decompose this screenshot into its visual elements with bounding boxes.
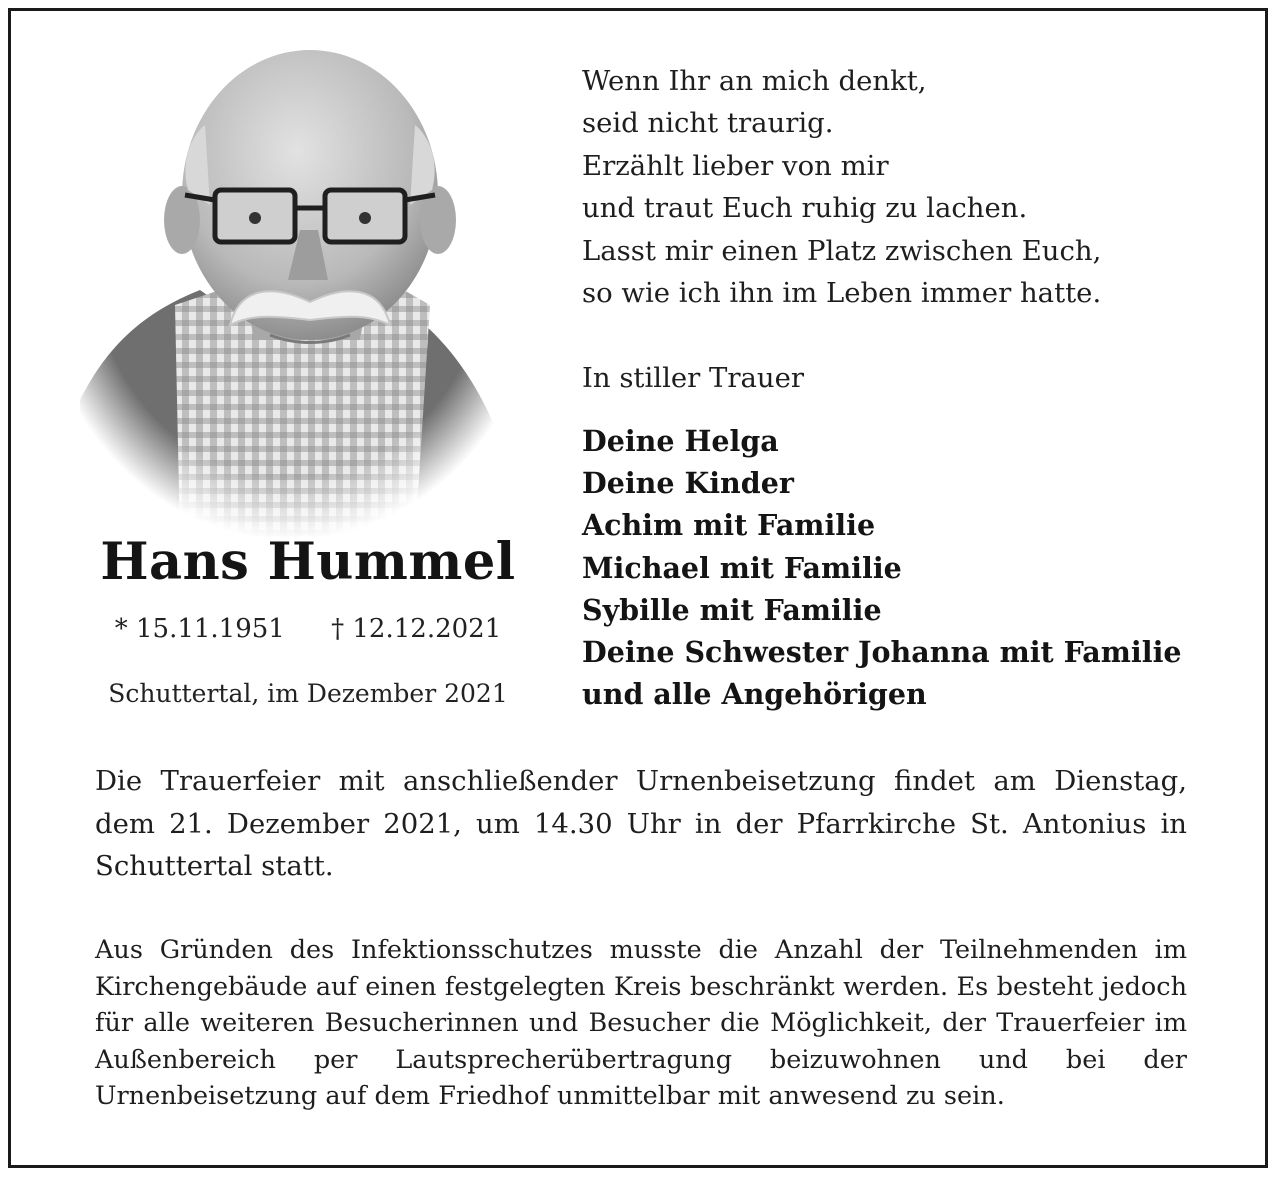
death-date: † 12.12.2021: [331, 614, 502, 644]
poem-line: seid nicht traurig.: [582, 107, 834, 140]
life-dates: [60, 614, 556, 644]
ceremony-paragraph: Die Trauerfeier mit anschließender Urnenbeisetzung findet am Dienstag, dem 21. Dezember 2021, um 14.30 Uhr in der Pfarrkirche St. Antonius in Schuttertal statt.: [95, 765, 1187, 882]
poem-line: Erzählt lieber von mir: [582, 149, 889, 182]
poem-line: und traut Euch ruhig zu lachen.: [582, 192, 1028, 225]
mourner-name: und alle Angehörigen: [582, 677, 927, 712]
poem-line: Wenn Ihr an mich denkt,: [582, 65, 927, 97]
portrait-photo: [70, 40, 510, 540]
mourner-name: Deine Kinder: [582, 466, 794, 501]
mourner-list: [582, 420, 1182, 715]
mourner-name: Michael mit Familie: [582, 550, 902, 585]
infection-notice-paragraph: Aus Gründen des Infektionsschutzes musste die Anzahl der Teilnehmenden im Kirchengebäude auf einen festgelegten Kreis beschränkt werden. Es besteht jedoch für alle weiteren Besucherinnen und Besucher die Möglichkeit, der Trauerfeier im Außenbereich per Lautsprecherübertragung beizuwohnen und bei der Urnenbeisetzung auf dem Friedhof unmittelbar mit anwesend zu sein.: [95, 935, 1187, 1112]
poem-line: so wie ich ihn im Leben immer hatte.: [582, 277, 1102, 310]
mourner-name: Deine Helga: [582, 424, 779, 458]
mourning-intro: In stiller Trauer: [582, 362, 805, 394]
mourner-name: Deine Schwester Johanna mit Familie: [582, 635, 1182, 670]
mourner-name: Achim mit Familie: [582, 508, 876, 543]
poem: [582, 60, 1101, 314]
place-and-date: Schuttertal, im Dezember 2021: [108, 679, 508, 708]
birth-date: * 15.11.1951: [114, 614, 285, 644]
deceased-name: Hans Hummel: [100, 532, 516, 592]
poem-line: Lasst mir einen Platz zwischen Euch,: [582, 234, 1102, 267]
mourner-name: Sybille mit Familie: [582, 592, 882, 627]
